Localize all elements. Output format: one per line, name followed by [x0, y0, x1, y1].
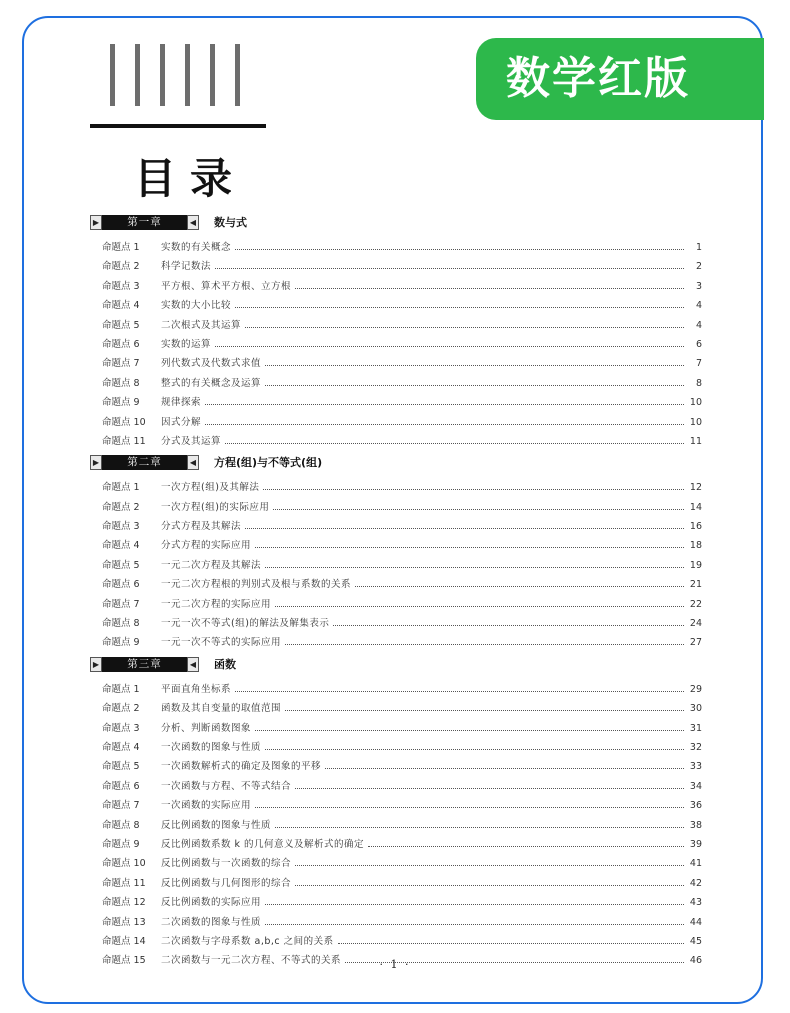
triangle-left-icon: ◀ [187, 657, 199, 672]
entry-page: 44 [689, 916, 702, 928]
entry-page: 19 [689, 559, 702, 571]
entry-number: 命题点 8 [102, 618, 140, 630]
toc-entry[interactable] [90, 615, 702, 634]
entry-page: 38 [689, 819, 702, 831]
toc-entry[interactable] [90, 258, 702, 277]
decorative-bars [110, 44, 250, 106]
entry-page: 36 [689, 800, 702, 812]
toc-entry[interactable] [90, 836, 702, 855]
dot-leader [273, 509, 684, 510]
dot-leader [265, 924, 684, 925]
entry-page: 21 [689, 579, 702, 591]
dot-leader [285, 710, 684, 711]
entry-page: 3 [695, 280, 702, 292]
entry-page: 18 [689, 540, 702, 552]
entry-page: 43 [689, 897, 702, 909]
entry-page: 4 [695, 300, 702, 312]
entry-number: 命题点 4 [102, 540, 140, 552]
entry-number: 命题点 9 [102, 637, 140, 649]
entry-page: 39 [689, 838, 702, 850]
entry-number: 命题点 7 [102, 598, 140, 610]
entry-page: 34 [689, 780, 702, 792]
decorative-bar [185, 44, 190, 106]
entry-number: 命题点 6 [102, 579, 140, 591]
entry-title: 反比例函数与一次函数的综合 [161, 858, 292, 870]
dot-leader [215, 268, 684, 269]
toc-entry[interactable] [90, 894, 702, 913]
triangle-right-icon: ▶ [90, 455, 102, 470]
decorative-bar [160, 44, 165, 106]
entry-number: 命题点 10 [102, 858, 146, 870]
entry-number: 命题点 1 [102, 242, 140, 253]
dot-leader [255, 730, 684, 731]
entry-title: 一元一次不等式的实际应用 [161, 637, 282, 649]
triangle-left-icon: ◀ [187, 215, 199, 230]
dot-leader [295, 865, 684, 866]
entry-title: 一元二次方程的实际应用 [161, 598, 272, 610]
entry-page: 42 [689, 877, 702, 889]
entry-number: 命题点 9 [102, 838, 140, 850]
dot-leader [355, 586, 684, 587]
toc-entry[interactable] [90, 700, 702, 719]
entry-title: 平方根、算术平方根、立方根 [161, 280, 292, 292]
entry-number: 命题点 1 [102, 482, 140, 494]
toc-entry[interactable] [90, 739, 702, 758]
toc-entry[interactable] [90, 914, 702, 933]
entry-page: 33 [689, 761, 702, 773]
entry-number: 命题点 14 [102, 935, 146, 947]
dot-leader [295, 885, 684, 886]
entry-number: 命题点 2 [102, 261, 140, 273]
toc-entry[interactable] [90, 855, 702, 874]
entry-number: 命题点 11 [102, 877, 146, 889]
dot-leader [265, 749, 684, 750]
entry-title: 一次函数的图象与性质 [161, 741, 262, 753]
chapter-title: 方程(组)与不等式(组) [214, 456, 323, 470]
entry-number: 命题点 13 [102, 916, 146, 928]
entry-number: 命题点 8 [102, 819, 140, 831]
dot-leader [225, 443, 684, 444]
entry-page: 16 [689, 521, 702, 533]
entry-number: 命题点 3 [102, 280, 140, 292]
dot-leader [255, 807, 684, 808]
chapter-title: 数与式 [214, 216, 247, 229]
chapter-header[interactable] [90, 454, 702, 475]
chapter-header[interactable] [90, 656, 702, 677]
decorative-bar [235, 44, 240, 106]
dot-leader [215, 346, 684, 347]
dot-leader [235, 249, 684, 250]
chapter-label: 第一章 [102, 215, 187, 230]
entry-number: 命题点 15 [102, 955, 146, 967]
entry-title: 实数的有关概念 [161, 242, 232, 253]
entry-title: 规律探索 [161, 397, 202, 409]
toc-entry[interactable] [90, 375, 702, 394]
edition-badge: 数学红版 [476, 38, 764, 120]
entry-title: 分式方程的实际应用 [161, 540, 252, 552]
entry-title: 一次函数与方程、不等式结合 [161, 780, 292, 792]
decorative-bar [110, 44, 115, 106]
toc-entry[interactable] [90, 499, 702, 518]
entry-page: 46 [689, 955, 702, 967]
entry-page: 30 [689, 703, 702, 715]
entry-number: 命题点 5 [102, 761, 140, 773]
entry-title: 反比例函数的图象与性质 [161, 819, 272, 831]
entry-number: 命题点 8 [102, 377, 140, 389]
entry-title: 实数的大小比较 [161, 300, 232, 312]
toc-entry[interactable] [90, 758, 702, 777]
toc-entry[interactable] [90, 596, 702, 615]
entry-title: 科学记数法 [161, 261, 212, 273]
toc-entry[interactable] [90, 557, 702, 576]
entry-title: 一次函数解析式的确定及图象的平移 [161, 761, 322, 773]
entry-title: 函数及其自变量的取值范围 [161, 703, 282, 715]
entry-number: 命题点 3 [102, 521, 140, 533]
decorative-bar [135, 44, 140, 106]
toc-entry[interactable] [90, 933, 702, 952]
entry-page: 27 [689, 637, 702, 649]
entry-title: 一元二次方程及其解法 [161, 559, 262, 571]
entry-title: 分式及其运算 [161, 435, 222, 447]
toc-entry[interactable] [90, 317, 702, 336]
entry-title: 二次根式及其运算 [161, 319, 242, 331]
entry-number: 命题点 4 [102, 741, 140, 753]
dot-leader [245, 327, 684, 328]
entry-page: 8 [695, 377, 702, 389]
entry-title: 一次方程(组)及其解法 [161, 482, 260, 494]
chapter-label: 第三章 [102, 657, 187, 672]
toc-entry[interactable] [90, 336, 702, 355]
entry-page: 14 [689, 501, 702, 513]
entry-title: 一次函数的实际应用 [161, 800, 252, 812]
dot-leader [255, 547, 684, 548]
dot-leader [325, 768, 684, 769]
entry-page: 2 [695, 261, 702, 273]
toc-entry[interactable] [90, 278, 702, 297]
entry-number: 命题点 10 [102, 416, 146, 428]
entry-title: 二次函数与字母系数 a,b,c 之间的关系 [161, 935, 334, 947]
dot-leader [263, 489, 684, 490]
entry-title: 二次函数与一元二次方程、不等式的关系 [161, 955, 342, 967]
entry-title: 因式分解 [161, 416, 202, 428]
entry-number: 命题点 6 [102, 780, 140, 792]
dot-leader [235, 307, 684, 308]
dot-leader [368, 846, 684, 847]
entry-title: 列代数式及代数式求值 [161, 358, 262, 370]
entry-title: 平面直角坐标系 [161, 683, 232, 695]
toc-entry[interactable] [90, 239, 702, 258]
toc-entry[interactable] [90, 797, 702, 816]
triangle-right-icon: ▶ [90, 215, 102, 230]
entry-title: 实数的运算 [161, 338, 212, 350]
toc-entry[interactable] [90, 433, 702, 452]
entry-number: 命题点 7 [102, 358, 140, 370]
entry-title: 反比例函数系数 k 的几何意义及解析式的确定 [161, 838, 365, 850]
chapter-label: 第二章 [102, 455, 187, 470]
toc-entry[interactable] [90, 576, 702, 595]
entry-number: 命题点 12 [102, 897, 146, 909]
entry-number: 命题点 1 [102, 683, 140, 695]
dot-leader [235, 691, 684, 692]
toc-entry[interactable] [90, 720, 702, 739]
toc-entry[interactable] [90, 778, 702, 797]
chapter-title: 函数 [214, 657, 236, 671]
dot-leader [245, 528, 684, 529]
entry-page: 22 [689, 598, 702, 610]
entry-number: 命题点 2 [102, 703, 140, 715]
toc-entry[interactable] [90, 414, 702, 433]
decorative-bar [210, 44, 215, 106]
entry-page: 11 [689, 435, 702, 447]
dot-leader [295, 288, 684, 289]
toc-entry[interactable] [90, 537, 702, 556]
entry-page: 45 [689, 935, 702, 947]
entry-title: 反比例函数与几何图形的综合 [161, 877, 292, 889]
entry-title: 一次方程(组)的实际应用 [161, 501, 270, 513]
dot-leader [275, 827, 684, 828]
entry-title: 整式的有关概念及运算 [161, 377, 262, 389]
entry-number: 命题点 4 [102, 300, 140, 312]
entry-page: 1 [695, 242, 702, 253]
dot-leader [338, 943, 684, 944]
entry-number: 命题点 5 [102, 559, 140, 571]
page-title: 目录 [134, 154, 247, 203]
toc-entry[interactable] [90, 817, 702, 836]
entry-number: 命题点 9 [102, 397, 140, 409]
toc-entry[interactable] [90, 518, 702, 537]
triangle-left-icon: ◀ [187, 455, 199, 470]
title-rule [90, 124, 266, 128]
entry-page: 32 [689, 741, 702, 753]
entry-title: 一元一次不等式(组)的解法及解集表示 [161, 618, 330, 630]
entry-number: 命题点 3 [102, 722, 140, 734]
entry-title: 一元二次方程根的判别式及根与系数的关系 [161, 579, 352, 591]
triangle-right-icon: ▶ [90, 657, 102, 672]
entry-page: 29 [689, 683, 702, 695]
entry-number: 命题点 7 [102, 800, 140, 812]
dot-leader [285, 644, 684, 645]
entry-title: 反比例函数的实际应用 [161, 897, 262, 909]
dot-leader [205, 424, 684, 425]
page-number: · 1 · [379, 958, 411, 971]
chapter-header[interactable] [90, 214, 702, 235]
entry-page: 7 [695, 358, 702, 370]
entry-page: 4 [695, 319, 702, 331]
toc-entry[interactable] [90, 634, 702, 653]
toc-entry[interactable] [90, 875, 702, 894]
dot-leader [275, 606, 684, 607]
dot-leader [265, 365, 684, 366]
entry-page: 12 [689, 482, 702, 494]
toc-entry[interactable] [90, 394, 702, 413]
dot-leader [295, 788, 684, 789]
entry-page: 10 [689, 416, 702, 428]
toc-entry[interactable] [90, 479, 702, 498]
table-of-contents [90, 212, 702, 972]
toc-entry[interactable] [90, 681, 702, 700]
entry-number: 命题点 5 [102, 319, 140, 331]
entry-title: 二次函数的图象与性质 [161, 916, 262, 928]
dot-leader [205, 404, 684, 405]
entry-page: 6 [695, 338, 702, 350]
entry-number: 命题点 11 [102, 435, 146, 447]
toc-entry[interactable] [90, 297, 702, 316]
entry-number: 命题点 2 [102, 501, 140, 513]
dot-leader [265, 904, 684, 905]
dot-leader [265, 385, 684, 386]
entry-page: 41 [689, 858, 702, 870]
entry-title: 分析、判断函数图象 [161, 722, 252, 734]
entry-page: 24 [689, 618, 702, 630]
dot-leader [333, 625, 684, 626]
dot-leader [265, 567, 684, 568]
entry-page: 31 [689, 722, 702, 734]
entry-page: 10 [689, 397, 702, 409]
entry-number: 命题点 6 [102, 338, 140, 350]
entry-title: 分式方程及其解法 [161, 521, 242, 533]
toc-entry[interactable] [90, 355, 702, 374]
